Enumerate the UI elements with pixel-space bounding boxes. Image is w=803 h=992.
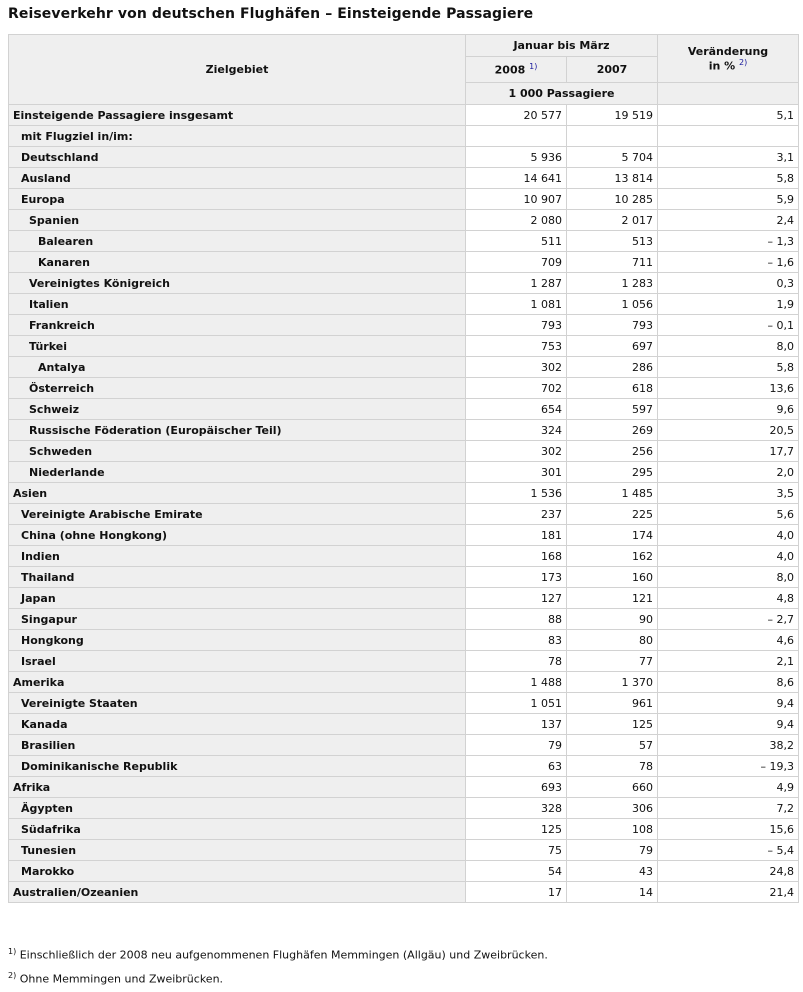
row-label: Einsteigende Passagiere insgesamt: [9, 105, 466, 126]
row-change: 3,1: [658, 147, 799, 168]
row-change: 8,0: [658, 336, 799, 357]
row-change: – 1,6: [658, 252, 799, 273]
table-row: [9, 840, 799, 861]
table-row: [9, 357, 799, 378]
row-value-2007: 1 283: [567, 273, 658, 294]
row-value-2008: 328: [466, 798, 567, 819]
row-change: 8,0: [658, 567, 799, 588]
row-label: Antalya: [9, 357, 466, 378]
row-change: – 19,3: [658, 756, 799, 777]
row-value-2008: 511: [466, 231, 567, 252]
row-change: 0,3: [658, 273, 799, 294]
row-change: 2,4: [658, 210, 799, 231]
table-row: [9, 609, 799, 630]
row-change: 5,8: [658, 168, 799, 189]
row-value-2008: 1 081: [466, 294, 567, 315]
footnote-2: [8, 966, 548, 990]
row-value-2008: 324: [466, 420, 567, 441]
table-row: [9, 168, 799, 189]
row-value-2007: 1 056: [567, 294, 658, 315]
row-value-2007: 286: [567, 357, 658, 378]
row-label: Afrika: [9, 777, 466, 798]
row-value-2008: 137: [466, 714, 567, 735]
row-value-2007: 618: [567, 378, 658, 399]
row-value-2007: 295: [567, 462, 658, 483]
table-row: [9, 399, 799, 420]
row-label: Österreich: [9, 378, 466, 399]
header-change-note[interactable]: 2): [739, 57, 748, 67]
row-change: [658, 126, 799, 147]
row-value-2008: 83: [466, 630, 567, 651]
row-value-2007: 711: [567, 252, 658, 273]
row-value-2007: 125: [567, 714, 658, 735]
row-value-2007: 121: [567, 588, 658, 609]
row-value-2008: 693: [466, 777, 567, 798]
row-label: Italien: [9, 294, 466, 315]
row-value-2007: 80: [567, 630, 658, 651]
row-value-2008: 88: [466, 609, 567, 630]
row-label: Singapur: [9, 609, 466, 630]
row-change: 4,8: [658, 588, 799, 609]
row-label: Dominikanische Republik: [9, 756, 466, 777]
row-change: 4,0: [658, 546, 799, 567]
row-label: Südafrika: [9, 819, 466, 840]
row-value-2007: 660: [567, 777, 658, 798]
table-row: [9, 294, 799, 315]
row-value-2008: 10 907: [466, 189, 567, 210]
row-value-2008: 181: [466, 525, 567, 546]
row-value-2008: 63: [466, 756, 567, 777]
row-value-2008: 237: [466, 504, 567, 525]
row-value-2008: 125: [466, 819, 567, 840]
row-change: 13,6: [658, 378, 799, 399]
table-row: [9, 483, 799, 504]
row-label: Vereinigte Arabische Emirate: [9, 504, 466, 525]
row-value-2007: 13 814: [567, 168, 658, 189]
row-label: Amerika: [9, 672, 466, 693]
header-period: Januar bis März: [466, 35, 658, 57]
row-change: 21,4: [658, 882, 799, 903]
table-row: [9, 105, 799, 126]
row-value-2008: 702: [466, 378, 567, 399]
row-change: 2,0: [658, 462, 799, 483]
table-row: [9, 420, 799, 441]
row-value-2007: 306: [567, 798, 658, 819]
header-change-line2: in %: [708, 59, 736, 73]
table-header: [9, 35, 799, 105]
footnote-1-mark: 1): [8, 947, 17, 956]
row-change: – 2,7: [658, 609, 799, 630]
row-label: Schweiz: [9, 399, 466, 420]
row-value-2008: 1 287: [466, 273, 567, 294]
row-value-2007: 108: [567, 819, 658, 840]
header-zielgebiet: Zielgebiet: [9, 35, 466, 105]
row-value-2008: 1 488: [466, 672, 567, 693]
row-label: Kanaren: [9, 252, 466, 273]
header-year-2008-label: 2008: [494, 63, 526, 77]
row-value-2008: 75: [466, 840, 567, 861]
row-change: 5,8: [658, 357, 799, 378]
row-value-2007: 78: [567, 756, 658, 777]
row-value-2008: 302: [466, 357, 567, 378]
row-value-2008: 1 536: [466, 483, 567, 504]
row-value-2008: 54: [466, 861, 567, 882]
row-value-2007: 19 519: [567, 105, 658, 126]
row-label: Israel: [9, 651, 466, 672]
row-value-2007: 79: [567, 840, 658, 861]
row-label: Niederlande: [9, 462, 466, 483]
row-value-2007: 174: [567, 525, 658, 546]
row-value-2008: 301: [466, 462, 567, 483]
header-change: [658, 35, 799, 83]
row-value-2007: 961: [567, 693, 658, 714]
row-value-2007: 256: [567, 441, 658, 462]
row-label: Balearen: [9, 231, 466, 252]
row-value-2007: 225: [567, 504, 658, 525]
row-value-2008: 753: [466, 336, 567, 357]
row-value-2007: [567, 126, 658, 147]
header-unit-blank: [658, 83, 799, 105]
table-row: [9, 714, 799, 735]
row-change: 4,0: [658, 525, 799, 546]
header-unit: 1 000 Passagiere: [466, 83, 658, 105]
table-row: [9, 819, 799, 840]
table-row: [9, 315, 799, 336]
table-row: [9, 651, 799, 672]
row-label: Japan: [9, 588, 466, 609]
footnote-1: [8, 942, 548, 966]
row-change: 1,9: [658, 294, 799, 315]
page-title: Reiseverkehr von deutschen Flughäfen – Einsteigende Passagiere: [8, 6, 534, 22]
table-row: [9, 798, 799, 819]
row-label: Thailand: [9, 567, 466, 588]
header-year-2008: [466, 57, 567, 83]
table-row: [9, 567, 799, 588]
row-value-2008: 127: [466, 588, 567, 609]
row-change: 5,6: [658, 504, 799, 525]
row-change: 2,1: [658, 651, 799, 672]
row-label: Tunesien: [9, 840, 466, 861]
table-row: [9, 252, 799, 273]
row-value-2008: 2 080: [466, 210, 567, 231]
row-label: Ägypten: [9, 798, 466, 819]
row-value-2007: 1 370: [567, 672, 658, 693]
row-change: 38,2: [658, 735, 799, 756]
row-label: Türkei: [9, 336, 466, 357]
table-row: [9, 777, 799, 798]
row-label: Hongkong: [9, 630, 466, 651]
row-value-2008: 79: [466, 735, 567, 756]
row-value-2007: 5 704: [567, 147, 658, 168]
row-value-2008: 5 936: [466, 147, 567, 168]
row-value-2007: 77: [567, 651, 658, 672]
table-row: [9, 147, 799, 168]
row-value-2007: 697: [567, 336, 658, 357]
row-label: Indien: [9, 546, 466, 567]
row-value-2008: 78: [466, 651, 567, 672]
row-value-2007: 14: [567, 882, 658, 903]
table-row: [9, 441, 799, 462]
row-change: 20,5: [658, 420, 799, 441]
row-label: Vereinigte Staaten: [9, 693, 466, 714]
row-value-2008: 17: [466, 882, 567, 903]
row-change: 5,1: [658, 105, 799, 126]
row-change: 9,4: [658, 693, 799, 714]
row-value-2008: [466, 126, 567, 147]
row-label: Deutschland: [9, 147, 466, 168]
table-row: [9, 336, 799, 357]
row-value-2007: 269: [567, 420, 658, 441]
passenger-table: [8, 34, 799, 903]
row-label: Europa: [9, 189, 466, 210]
row-value-2007: 57: [567, 735, 658, 756]
table-row: [9, 504, 799, 525]
row-label: Asien: [9, 483, 466, 504]
table-row: [9, 378, 799, 399]
row-change: 7,2: [658, 798, 799, 819]
row-change: 3,5: [658, 483, 799, 504]
table-body: [9, 105, 799, 903]
table-row: [9, 672, 799, 693]
table-row: [9, 588, 799, 609]
row-label: Australien/Ozeanien: [9, 882, 466, 903]
table-row: [9, 273, 799, 294]
table-row: [9, 231, 799, 252]
table-row: [9, 126, 799, 147]
row-label: mit Flugziel in/im:: [9, 126, 466, 147]
header-change-line1: Veränderung: [687, 44, 769, 58]
row-value-2008: 709: [466, 252, 567, 273]
row-change: – 1,3: [658, 231, 799, 252]
row-label: Kanada: [9, 714, 466, 735]
row-value-2008: 20 577: [466, 105, 567, 126]
row-value-2007: 10 285: [567, 189, 658, 210]
row-change: – 5,4: [658, 840, 799, 861]
table-row: [9, 861, 799, 882]
table-row: [9, 462, 799, 483]
row-value-2007: 793: [567, 315, 658, 336]
row-value-2008: 168: [466, 546, 567, 567]
table-row: [9, 525, 799, 546]
header-year-2008-note[interactable]: 1): [529, 62, 538, 72]
table-row: [9, 210, 799, 231]
footnote-1-text: Einschließlich der 2008 neu aufgenommenen Flughäfen Memmingen (Allgäu) und Zweibrücken.: [16, 948, 548, 962]
row-change: 9,4: [658, 714, 799, 735]
row-change: – 0,1: [658, 315, 799, 336]
row-value-2007: 513: [567, 231, 658, 252]
row-change: 17,7: [658, 441, 799, 462]
row-value-2008: 302: [466, 441, 567, 462]
row-change: 9,6: [658, 399, 799, 420]
row-value-2008: 793: [466, 315, 567, 336]
table-row: [9, 546, 799, 567]
row-value-2007: 162: [567, 546, 658, 567]
row-value-2008: 654: [466, 399, 567, 420]
table-row: [9, 882, 799, 903]
table-row: [9, 189, 799, 210]
footnote-2-text: Ohne Memmingen und Zweibrücken.: [16, 972, 224, 986]
table-row: [9, 693, 799, 714]
footnotes: [8, 942, 548, 989]
row-label: Brasilien: [9, 735, 466, 756]
row-label: Vereinigtes Königreich: [9, 273, 466, 294]
footnote-2-mark: 2): [8, 970, 17, 980]
row-label: China (ohne Hongkong): [9, 525, 466, 546]
row-change: 4,9: [658, 777, 799, 798]
row-change: 8,6: [658, 672, 799, 693]
row-value-2007: 90: [567, 609, 658, 630]
row-value-2008: 1 051: [466, 693, 567, 714]
row-value-2008: 173: [466, 567, 567, 588]
row-value-2007: 43: [567, 861, 658, 882]
row-change: 5,9: [658, 189, 799, 210]
header-year-2007: 2007: [567, 57, 658, 83]
row-label: Schweden: [9, 441, 466, 462]
table-row: [9, 756, 799, 777]
row-value-2007: 2 017: [567, 210, 658, 231]
row-label: Frankreich: [9, 315, 466, 336]
row-value-2007: 1 485: [567, 483, 658, 504]
table-row: [9, 630, 799, 651]
row-value-2007: 597: [567, 399, 658, 420]
table-row: [9, 735, 799, 756]
row-change: 15,6: [658, 819, 799, 840]
row-value-2008: 14 641: [466, 168, 567, 189]
row-label: Ausland: [9, 168, 466, 189]
row-label: Spanien: [9, 210, 466, 231]
row-label: Russische Föderation (Europäischer Teil): [9, 420, 466, 441]
row-label: Marokko: [9, 861, 466, 882]
row-value-2007: 160: [567, 567, 658, 588]
row-change: 4,6: [658, 630, 799, 651]
row-change: 24,8: [658, 861, 799, 882]
